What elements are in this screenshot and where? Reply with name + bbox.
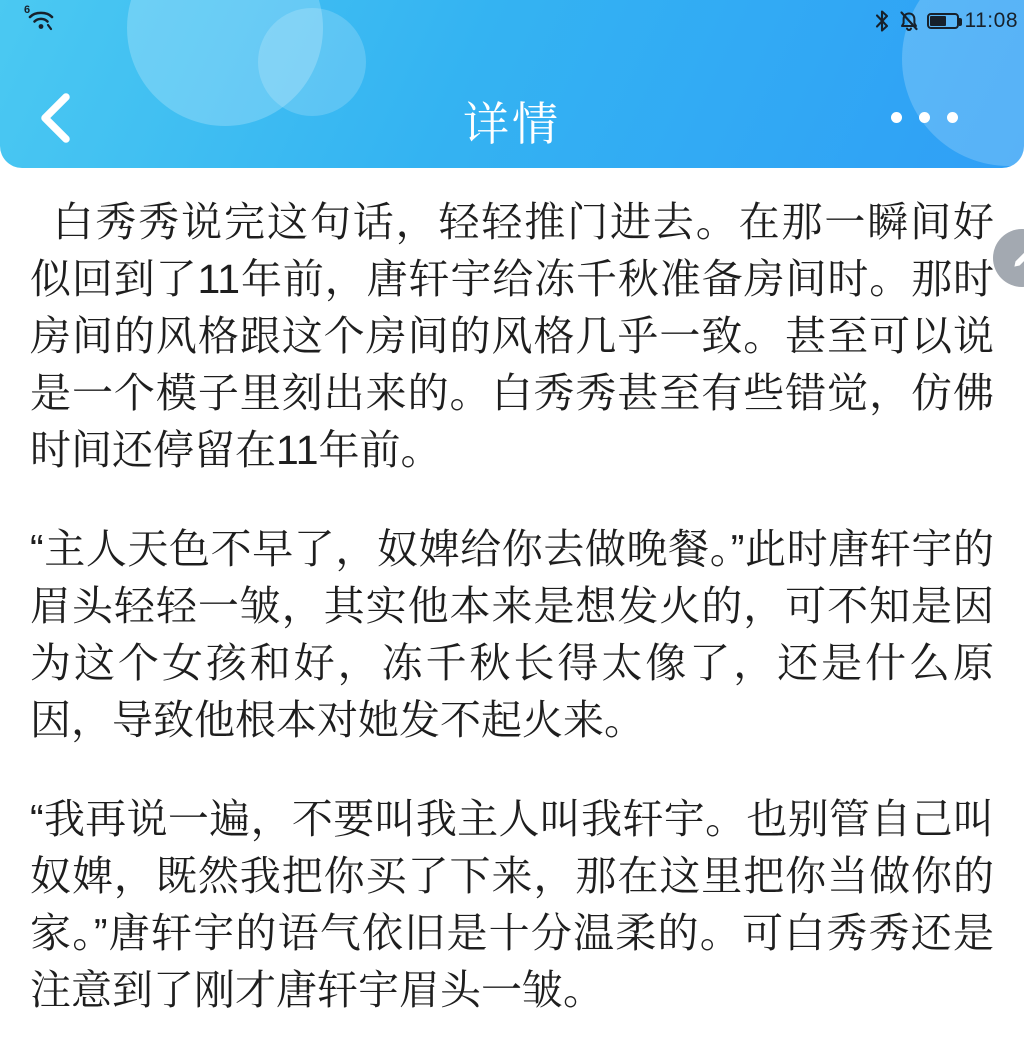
battery-icon [927,13,959,29]
ellipsis-icon [947,112,958,123]
page-title: 详情 [463,98,561,150]
chapter-text [0,168,1024,1061]
ellipsis-icon [919,112,930,123]
app-header [0,0,1024,168]
paragraph: 白秀秀说完这句话，轻轻推门进去。在那一瞬间好似回到了11年前，唐轩宇给冻千秋准备房间时。那时房间的风格跟这个房间的风格几乎一致。甚至可以说是一个模子里刻出来的。白秀秀甚至有些错觉，仿佛时间还停留在11年前。 [30,199,994,473]
more-menu-button[interactable] [887,108,962,127]
bluetooth-icon [873,9,891,33]
ellipsis-icon [891,112,902,123]
status-time: 11:08 [964,9,1018,32]
bell-muted-icon [897,9,921,33]
wifi-6-icon: 6 [26,7,60,35]
status-bar [0,0,1024,40]
paragraph: “我再说一遍，不要叫我主人叫我轩宇。也别管自己叫奴婢，既然我把你买了下来，那在这里把你当做你的家。”唐轩宇的语气依旧是十分温柔的。可白秀秀还是注意到了刚才唐轩宇眉头一皱。 [30,796,994,1013]
paragraph: “主人天色不早了，奴婢给你去做晚餐。”此时唐轩宇的眉头轻轻一皱，其实他本来是想发火的，可不知是因为这个女孩和好，冻千秋长得太像了，还是什么原因，导致他根本对她发不起火来。 [30,526,994,743]
